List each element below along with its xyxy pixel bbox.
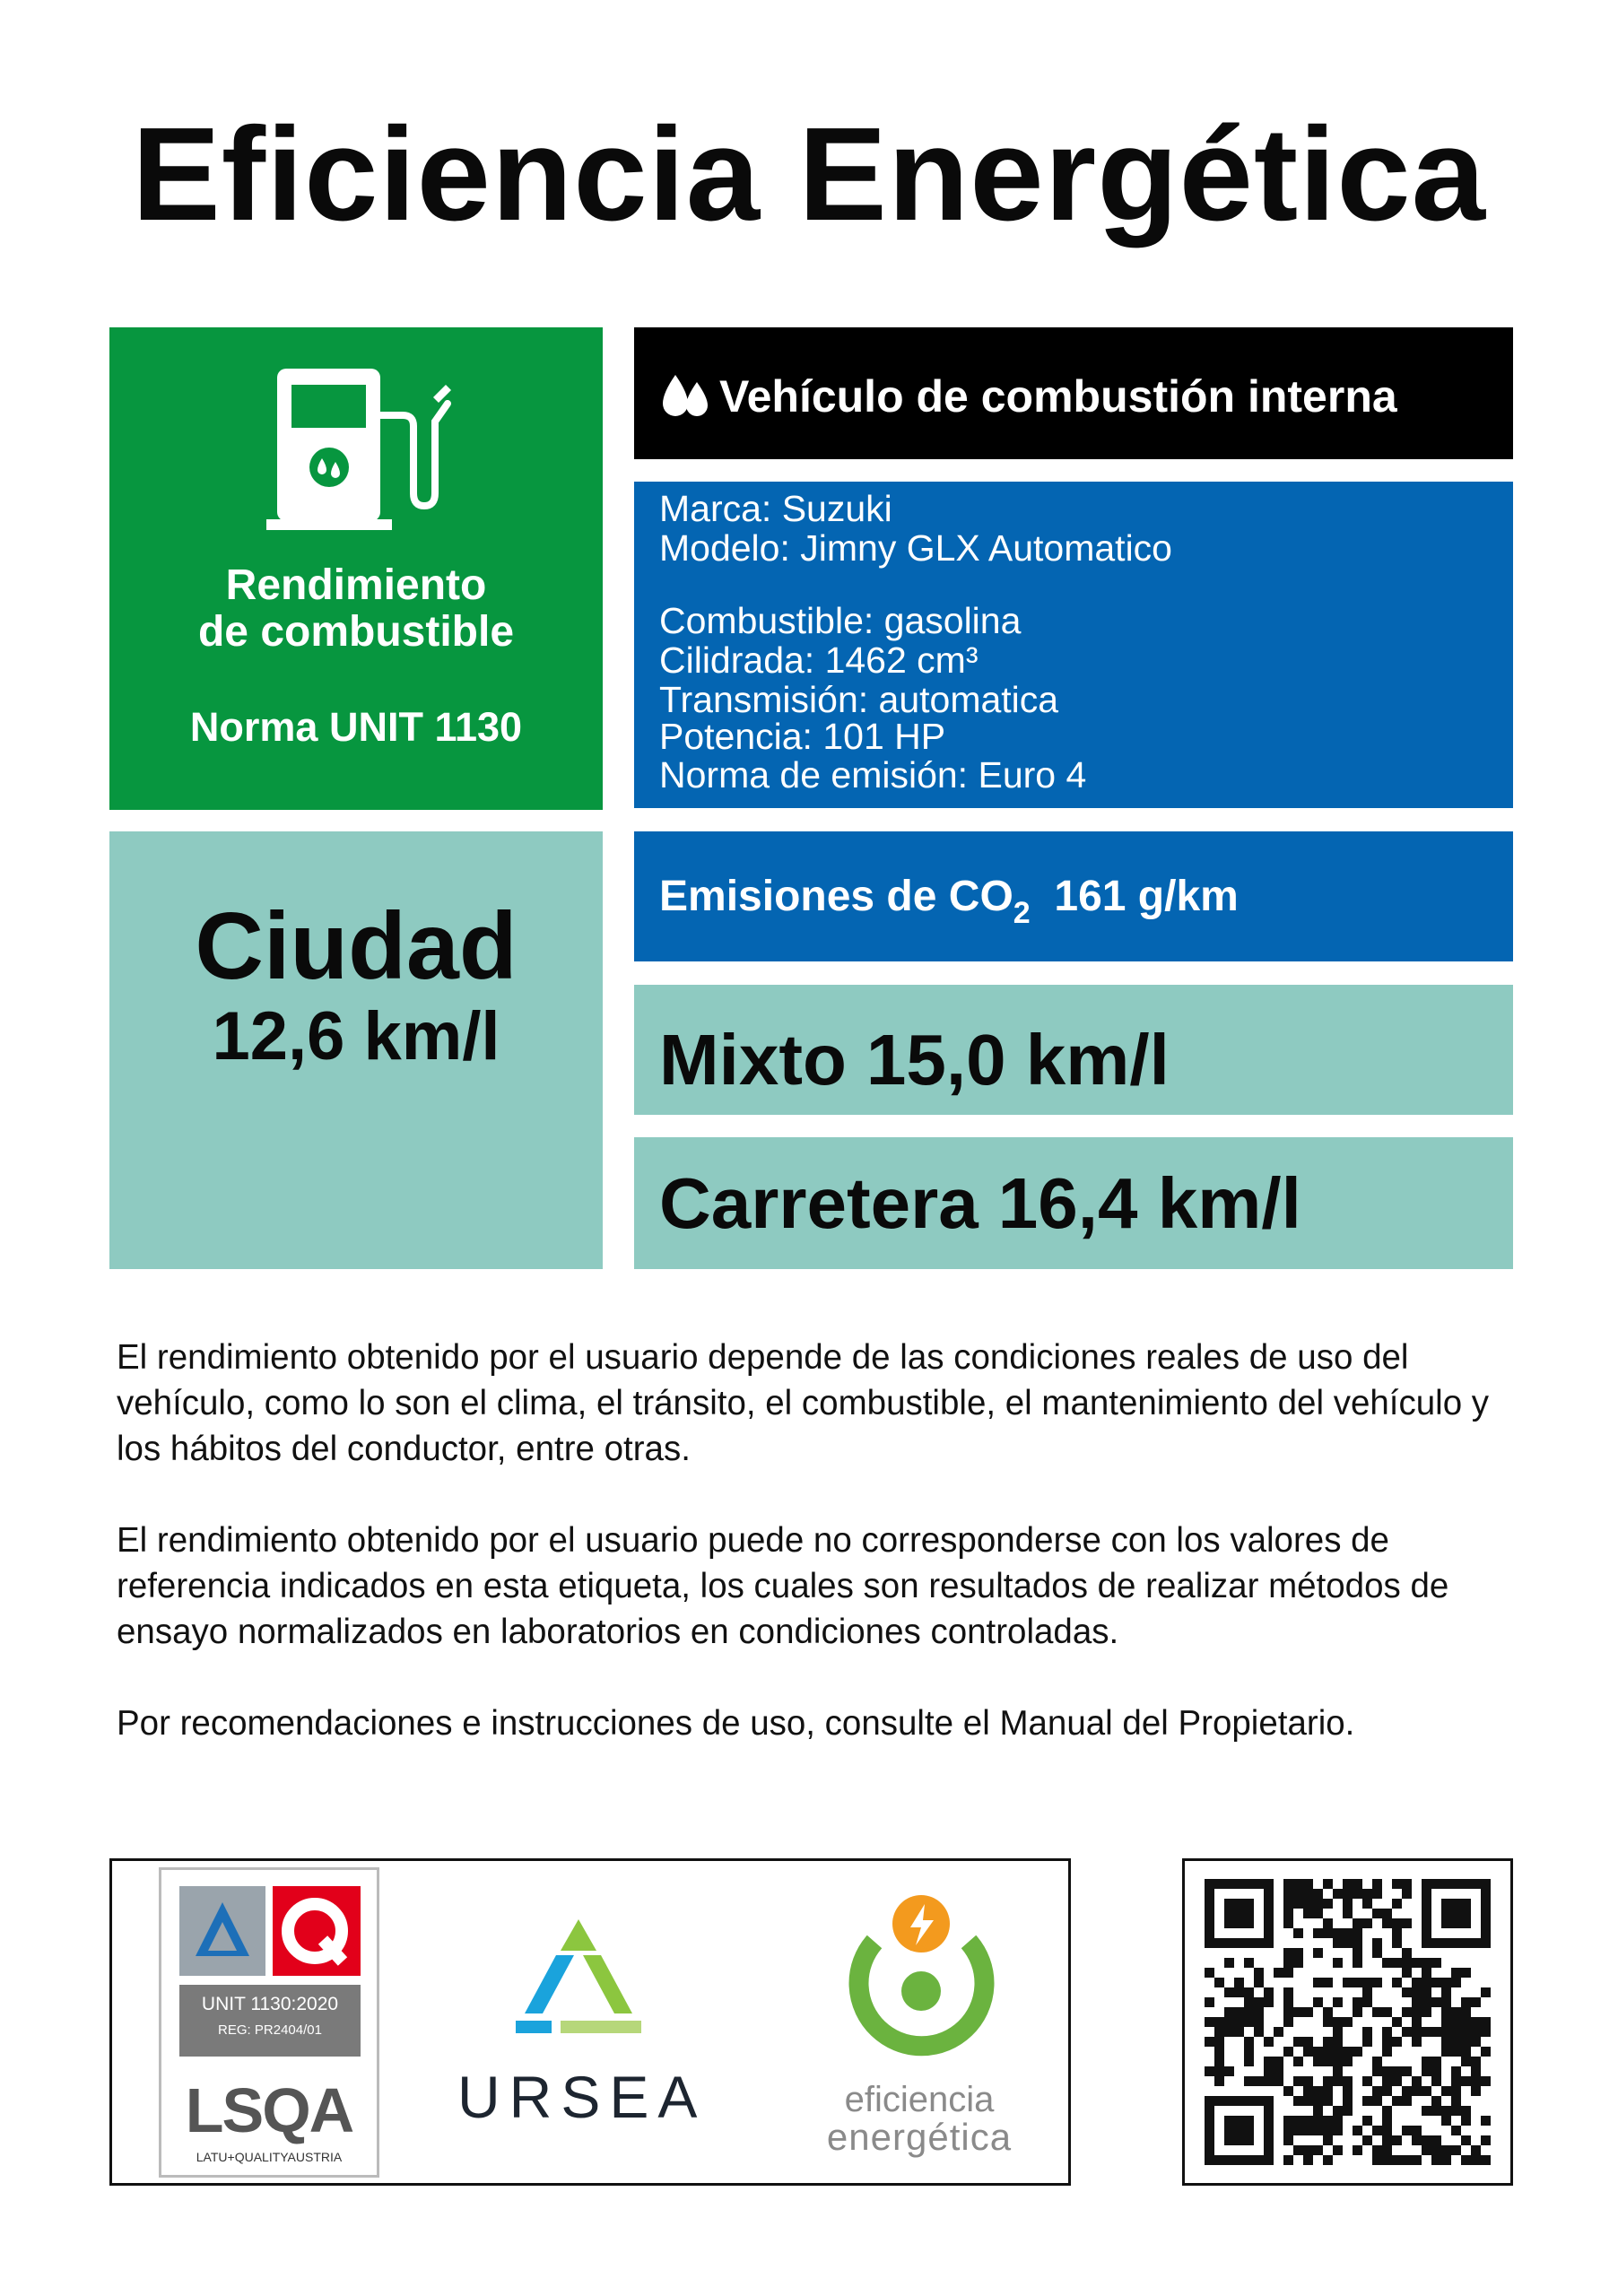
highway-value: 16,4 km/l: [997, 1163, 1301, 1243]
lsqa-logo: [159, 1867, 379, 2178]
disclaimer-paragraph: El rendimiento obtenido por el usuario puede no corresponderse con los valores de referencia indicados en esta etiqueta, los cuales son resultados de realizar métodos de ensayo normalizados en laboratorios en condiciones controladas.: [117, 1521, 1449, 1651]
fuel-label-line2: de combustible: [197, 608, 515, 656]
lsqa-unit: UNIT 1130:2020: [201, 1994, 339, 2014]
highway-efficiency-panel: [634, 1137, 1513, 1269]
lsqa-name: LSQA: [185, 2075, 353, 2145]
co2-prefix: Emisiones de CO: [659, 873, 1013, 920]
mixed-efficiency-panel: [634, 985, 1513, 1115]
city-value: 12,6 km/l: [212, 998, 500, 1074]
ursea-emblem-icon: [507, 1915, 650, 2049]
ee-line1: eficiencia: [844, 2080, 995, 2119]
spec-norma-emision: Norma de emisión: Euro 4: [659, 754, 1087, 796]
co2-emissions-panel: [634, 831, 1513, 961]
disclaimer-text: [117, 1335, 1525, 1792]
qr-box: [1182, 1858, 1513, 2186]
logos-box: [109, 1858, 1071, 2186]
fuel-pump-icon: [266, 361, 455, 536]
norma-label: Norma UNIT 1130: [189, 704, 523, 750]
fuel-efficiency-label: [109, 562, 603, 656]
lsqa-cert-band: [179, 1985, 361, 2057]
mixed-label: Mixto: [659, 1020, 847, 1100]
mixed-value: 15,0 km/l: [866, 1020, 1170, 1100]
drops-icon: [661, 370, 709, 418]
spec-cilindrada: Cilidrada: 1462 cm³: [659, 639, 979, 681]
spec-potencia: Potencia: 101 HP: [659, 716, 946, 757]
co2-subscript: 2: [1013, 896, 1031, 930]
ee-line2: energética: [826, 2116, 1013, 2158]
highway-label: Carretera: [659, 1163, 979, 1243]
energy-efficiency-icon: [848, 1888, 996, 2067]
page-title: Eficiencia Energética: [132, 100, 1486, 248]
lsqa-emblem-icon: [179, 1886, 361, 1976]
lsqa-sub: LATU+QUALITYAUSTRIA: [196, 2150, 343, 2164]
city-label: Ciudad: [195, 893, 518, 999]
spec-combustible: Combustible: gasolina: [659, 600, 1022, 641]
qr-code-icon: [1203, 1879, 1492, 2165]
spec-modelo: Modelo: Jimny GLX Automatico: [659, 527, 1172, 569]
vehicle-type-label: Vehículo de combustión interna: [719, 371, 1397, 422]
disclaimer-paragraph: Por recomendaciones e instrucciones de uso, consulte el Manual del Propietario.: [117, 1704, 1355, 1743]
spec-marca: Marca: Suzuki: [659, 488, 892, 529]
co2-text: [659, 872, 1239, 931]
ursea-logo: [457, 1915, 707, 2139]
ursea-label: URSEA: [457, 2064, 707, 2130]
fuel-label-line1: Rendimiento: [225, 561, 487, 609]
city-efficiency-panel: [109, 831, 603, 1269]
spec-transmision: Transmisión: automatica: [659, 679, 1059, 720]
eficiencia-energetica-logo: [803, 1888, 1036, 2157]
co2-value: 161 g/km: [1054, 873, 1239, 920]
vehicle-type-header: [634, 327, 1513, 459]
disclaimer-paragraph: El rendimiento obtenido por el usuario depende de las condiciones reales de uso del vehículo, como lo son el clima, el tránsito, el combustible, el mantenimiento del vehículo y los hábitos del conductor, entre otras.: [117, 1338, 1490, 1468]
vehicle-specs-panel: [634, 482, 1513, 808]
lsqa-reg: REG: PR2404/01: [218, 2022, 322, 2038]
fuel-efficiency-panel: [109, 327, 603, 810]
